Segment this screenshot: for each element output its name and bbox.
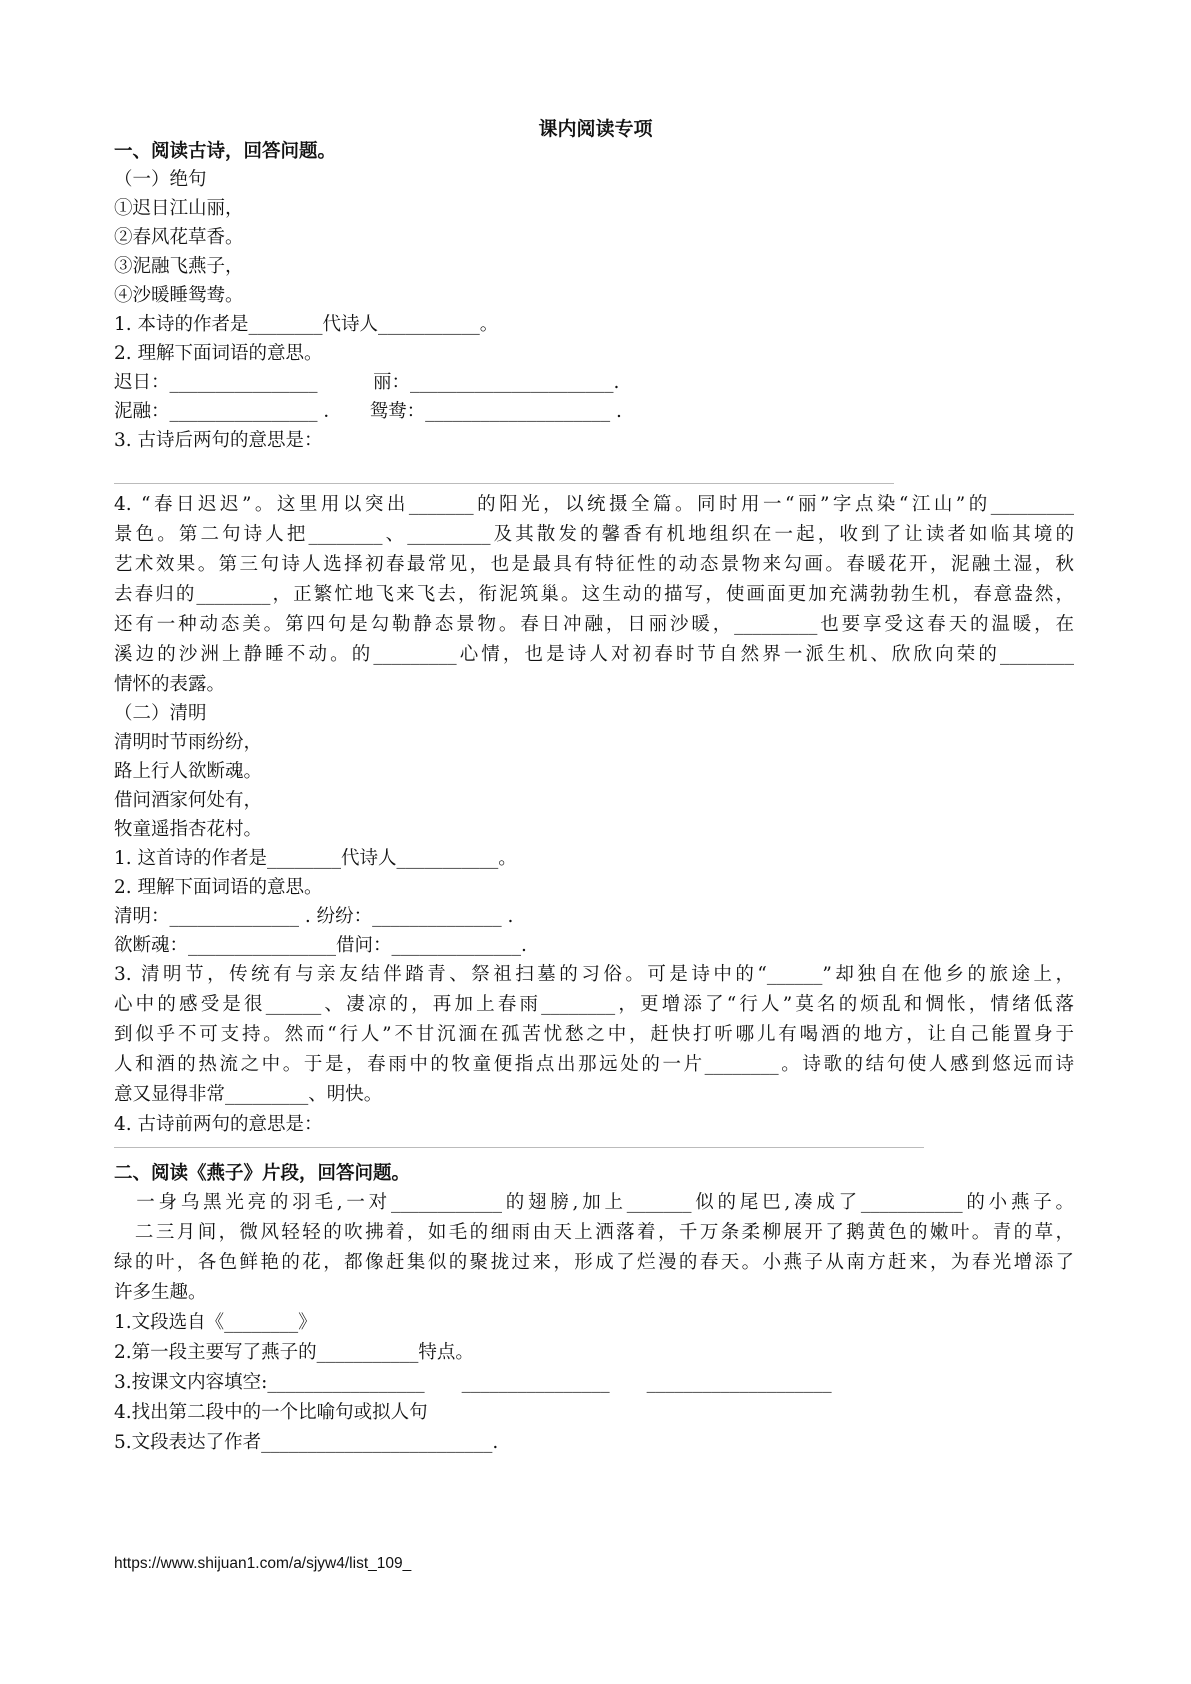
poem1-q4-line: 溪边的沙洲上静睡不动。的_________心情，也是诗人对初春时节自然界一派生机、欣欣向荣的________ <box>114 644 1074 665</box>
poem2-line: 牧童遥指杏花村。 <box>114 819 263 840</box>
poem1-line: ④沙暖睡鸳鸯。 <box>114 285 244 306</box>
poem1-question-2: 2. 理解下面词语的意思。 <box>114 343 323 364</box>
poem1-line: ②春风花草香。 <box>114 227 244 248</box>
poem2-q2-row: 欲断魂：________________借问：______________. <box>114 935 527 956</box>
poem1-q4-line: 去春归的________，正繁忙地飞来飞去，衔泥筑巢。这生动的描写，使画面更加充满勃勃生机，春意盎然， <box>114 584 1074 605</box>
poem2-question-2: 2. 理解下面词语的意思。 <box>114 877 323 898</box>
poem2-q3-line: 意又显得非常_________、明快。 <box>114 1084 383 1105</box>
poem2-q3-line: 心中的感受是很______、凄凉的，再加上春雨________，更增添了“行人”莫名的烦乱和惆怅，情绪低落 <box>114 994 1074 1015</box>
passage-question: 2.第一段主要写了燕子的___________特点。 <box>114 1342 474 1363</box>
poem2-line: 借问酒家何处有， <box>114 790 263 811</box>
poem1-question-3: 3. 古诗后两句的意思是： <box>114 430 323 451</box>
page-title: 课内阅读专项 <box>538 118 653 140</box>
poem1-q2-row: 迟日：________________ 丽：______________________. <box>114 372 620 393</box>
poem1-q2-row: 泥融：________________ ． 鸳鸯：____________________ . <box>114 401 622 422</box>
passage-p2-line: 二三月间，微风轻轻的吹拂着，如毛的细雨由天上洒落着，千万条柔柳展开了鹅黄色的嫩叶。青的草， <box>114 1222 1074 1243</box>
poem1-q4-line: 情怀的表露。 <box>114 674 226 695</box>
passage-question: 4.找出第二段中的一个比喻句或拟人句 <box>114 1402 428 1423</box>
poem2-q3-line: 到似乎不可支持。然而“行人”不甘沉湎在孤苦忧愁之中，赶快打听哪儿有喝酒的地方，让自己能置身于 <box>114 1024 1074 1045</box>
answer-line <box>114 1147 924 1148</box>
poem1-q4-line: 艺术效果。第三句诗人选择初春最常见，也是最具有特征性的动态景物来勾画。春暖花开，泥融土湿，秋 <box>114 554 1074 575</box>
passage-p2-line: 绿的叶，各色鲜艳的花，都像赶集似的聚拢过来，形成了烂漫的春天。小燕子从南方赶来，为春光增添了 <box>114 1252 1074 1273</box>
footer-url: https://www.shijuan1.com/a/sjyw4/list_109_ <box>114 1555 412 1572</box>
poem2-line: 路上行人欲断魂。 <box>114 761 263 782</box>
poem2-question-4: 4. 古诗前两句的意思是： <box>114 1114 323 1135</box>
poem2-line: 清明时节雨纷纷， <box>114 732 263 753</box>
answer-line <box>114 483 894 484</box>
poem1-q4-line: 还有一种动态美。第四句是勾勒静态景物。春日冲融，日丽沙暖，_________也要享受这春天的温暖，在 <box>114 614 1074 635</box>
poem2-q2-row: 清明：______________ . 纷纷：______________ . <box>114 906 514 927</box>
passage-question: 5.文段表达了作者_________________________. <box>114 1432 499 1453</box>
passage-question: 3.按课文内容填空:_________________ ________________ ____________________ <box>114 1372 832 1393</box>
passage-p2-line: 许多生趣。 <box>114 1282 207 1303</box>
section2-heading: 二、阅读《燕子》片段，回答问题。 <box>114 1163 411 1184</box>
poem2-q3-line: 人和酒的热流之中。于是，春雨中的牧童便指点出那远处的一片________。诗歌的结句使人感到悠远而诗 <box>114 1054 1074 1075</box>
poem2-question-1: 1. 这首诗的作者是________代诗人___________。 <box>114 848 517 869</box>
poem2-q3-line: 3. 清明节，传统有与亲友结伴踏青、祭祖扫墓的习俗。可是诗中的“______”却独自在他乡的旅途上， <box>114 964 1074 985</box>
poem1-title: （一）绝句 <box>114 169 207 190</box>
poem1-line: ①迟日江山丽， <box>114 198 244 219</box>
section1-heading: 一、阅读古诗，回答问题。 <box>114 141 337 162</box>
passage-paragraph-1: 一身乌黑光亮的羽毛,一对____________的翅膀,加上_______似的尾巴,凑成了___________的小燕子。 <box>114 1192 1074 1213</box>
poem1-line: ③泥融飞燕子， <box>114 256 244 277</box>
passage-question: 1.文段选自《________》 <box>114 1312 317 1333</box>
poem1-question-1: 1. 本诗的作者是________代诗人___________。 <box>114 314 499 335</box>
poem2-title: （二）清明 <box>114 703 207 724</box>
poem1-q4-line: 4. “春日迟迟”。这里用以突出_______的阳光，以统摄全篇。同时用一“丽”字点染“江山”的_________ <box>114 494 1074 515</box>
poem1-q4-line: 景色。第二句诗人把________、_________及其散发的馨香有机地组织在一起，收到了让读者如临其境的 <box>114 524 1074 545</box>
